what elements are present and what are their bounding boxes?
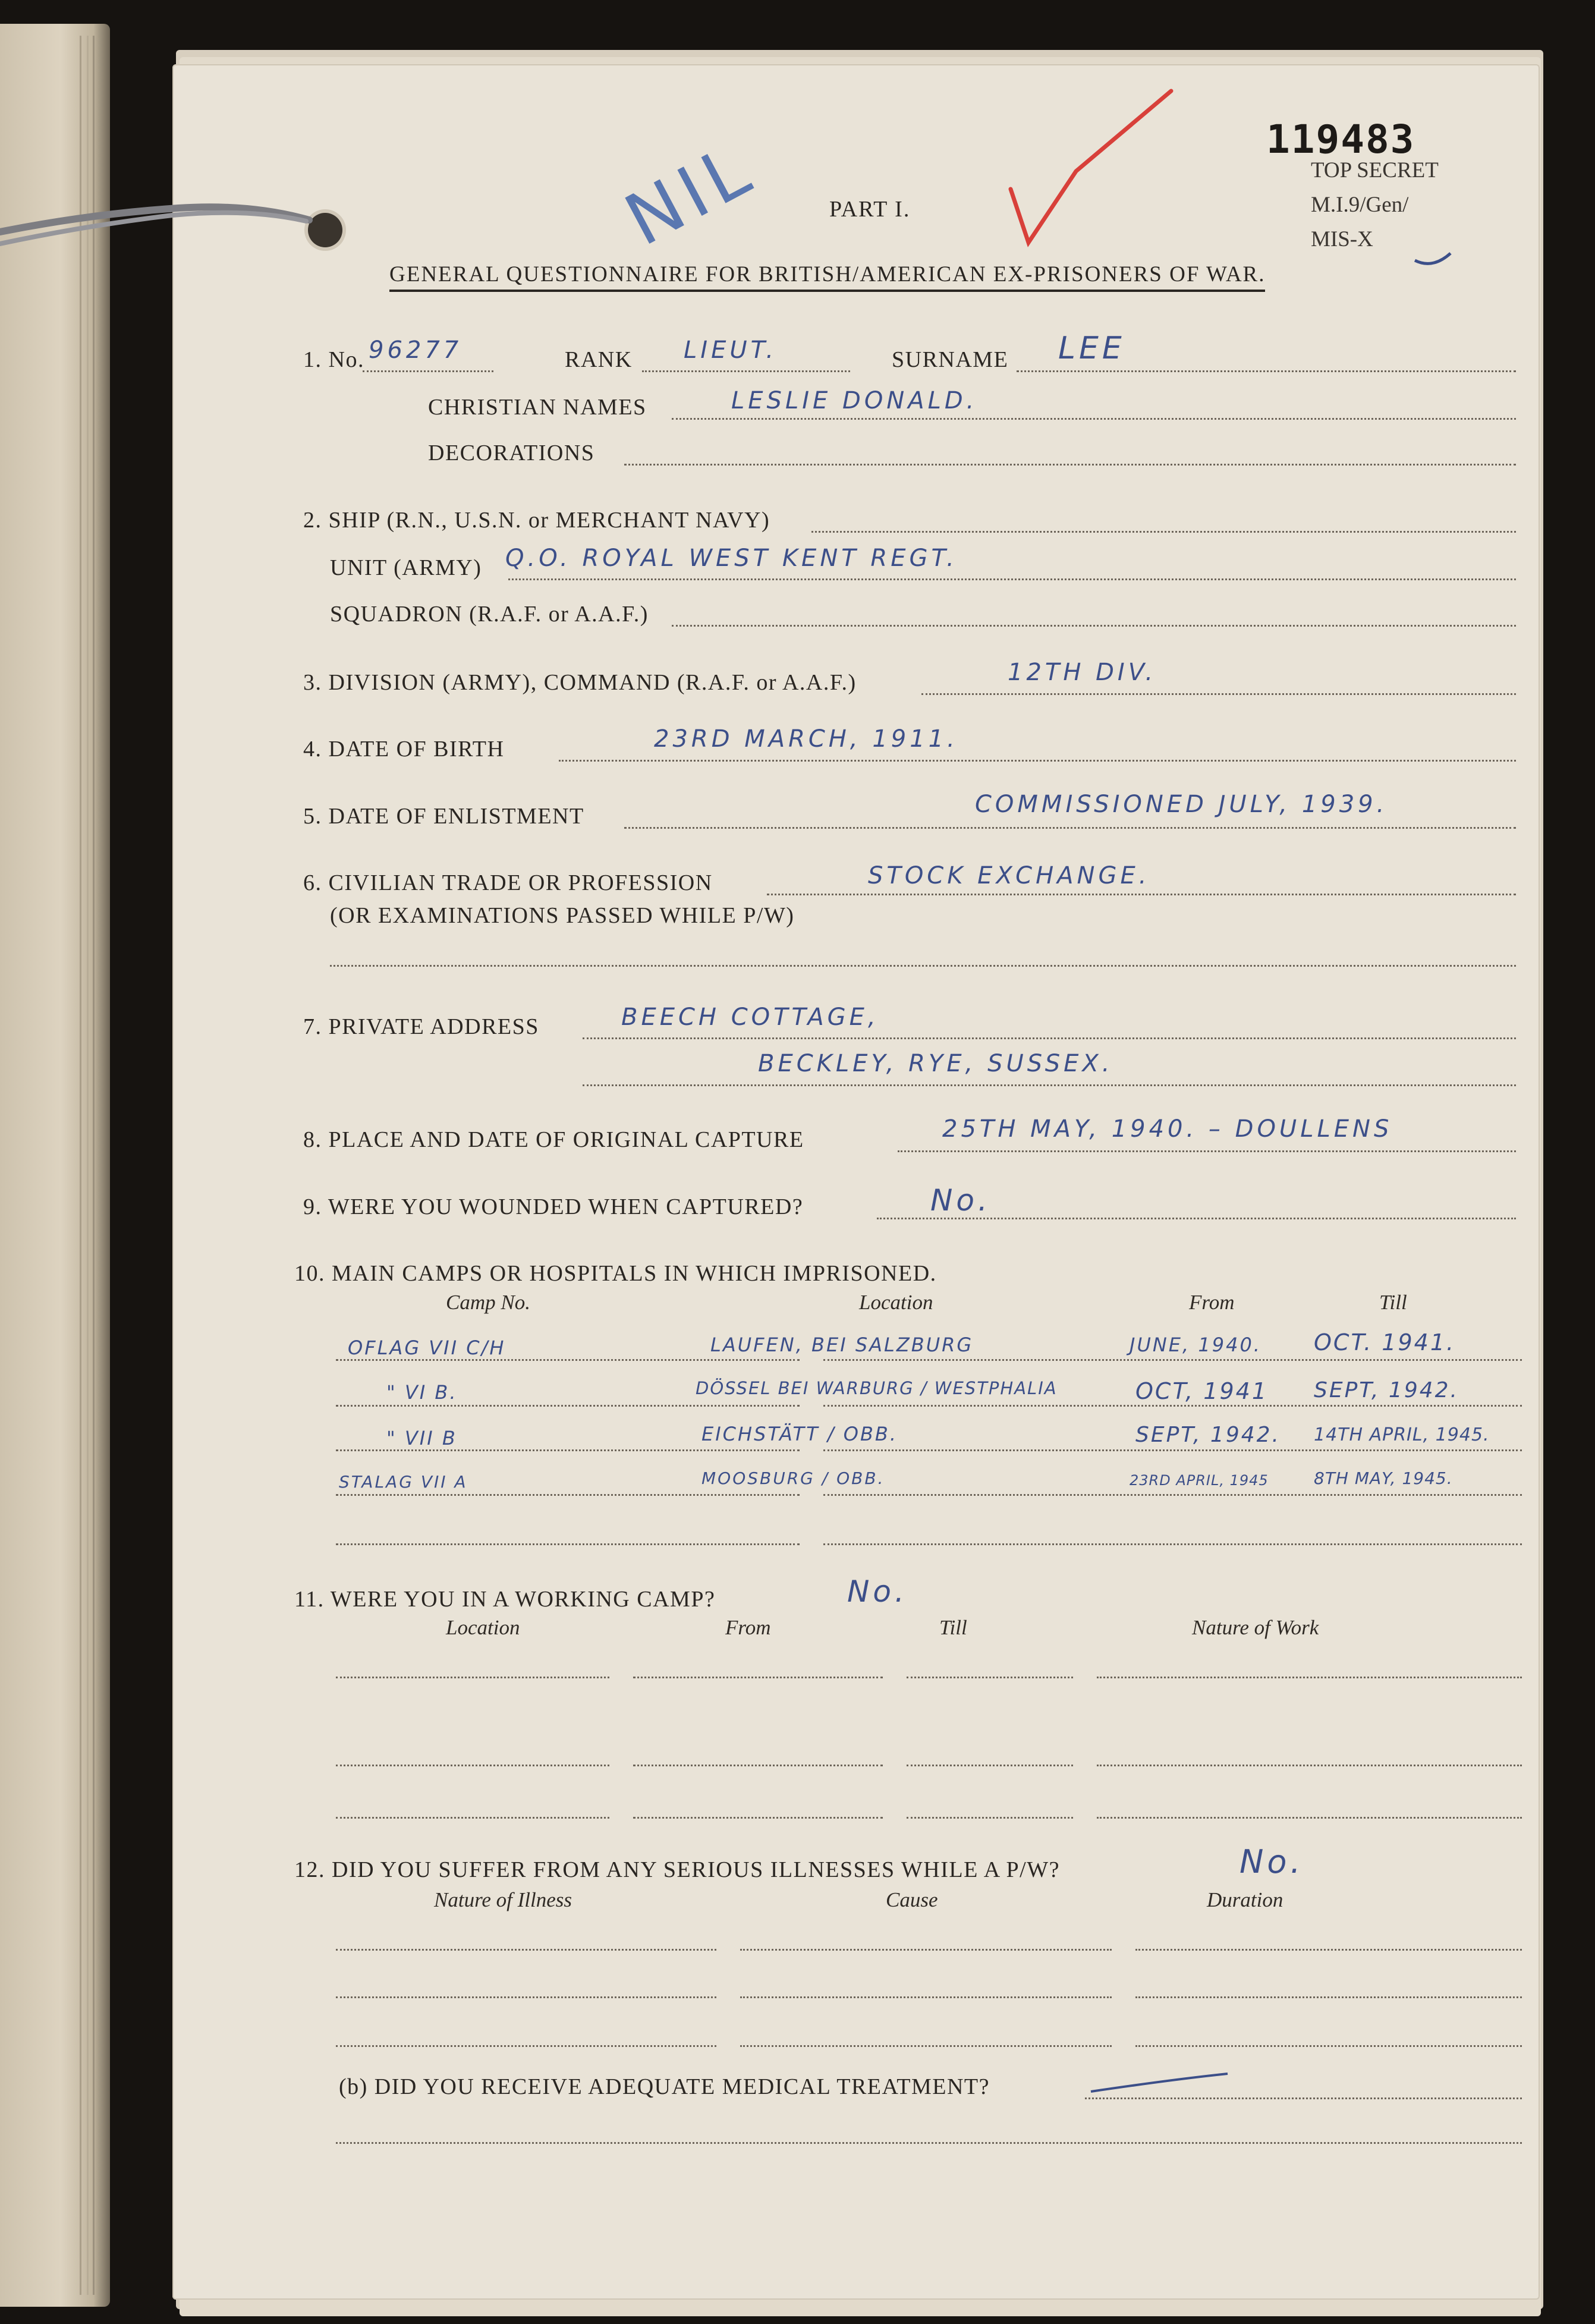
camp-location: MOOSBURG / OBB. (701, 1468, 885, 1488)
dotted-line (1097, 1765, 1522, 1766)
q1-no-label: 1. No. (303, 347, 364, 372)
part-title: PART I. (829, 197, 911, 222)
classification: TOP SECRET (1311, 158, 1439, 183)
dotted-line (823, 1494, 1522, 1496)
dotted-line (336, 1405, 800, 1407)
q5-label: 5. DATE OF ENLISTMENT (303, 804, 584, 829)
capture-value: 25TH MAY, 1940. – DOULLENS (942, 1115, 1393, 1143)
dotted-line (740, 1996, 1112, 1998)
col-duration: Duration (1207, 1888, 1283, 1911)
q4-label: 4. DATE OF BIRTH (303, 737, 505, 762)
dotted-line (907, 1765, 1073, 1766)
col-from: From (1189, 1291, 1235, 1314)
dotted-line (336, 1996, 716, 1998)
rank-value: LIEUT. (684, 337, 778, 364)
col-till: Till (939, 1616, 967, 1639)
address-line-2: BECKLEY, RYE, SUSSEX. (758, 1050, 1113, 1077)
division-value: 12TH DIV. (1008, 659, 1157, 686)
col-camp-no: Camp No. (446, 1291, 530, 1314)
dotted-line (336, 1359, 800, 1361)
q8-label: 8. PLACE AND DATE OF ORIGINAL CAPTURE (303, 1127, 804, 1152)
date-of-birth: 23RD MARCH, 1911. (654, 725, 958, 753)
dotted-line (1085, 2097, 1522, 2099)
dotted-line (583, 1084, 1516, 1086)
dash-mark-icon (1091, 2074, 1228, 2092)
dotted-line (583, 1037, 1516, 1039)
camp-till: 8TH MAY, 1945. (1314, 1468, 1453, 1488)
camp-till: 14TH APRIL, 1945. (1314, 1424, 1490, 1445)
q2-ship-label: 2. SHIP (R.N., U.S.N. or MERCHANT NAVY) (303, 508, 770, 533)
col-nature-of-illness: Nature of Illness (434, 1888, 572, 1911)
christian-names-value: LESLIE DONALD. (731, 387, 978, 414)
q12b-label: (b) DID YOU RECEIVE ADEQUATE MEDICAL TREATMENT? (339, 2074, 990, 2099)
dotted-line (633, 1765, 883, 1766)
camp-location: DÖSSEL BEI WARBURG / WESTPHALIA (696, 1378, 1058, 1398)
surname-value: LEE (1058, 331, 1125, 366)
unit-value: Q.O. ROYAL WEST KENT REGT. (505, 545, 958, 572)
camp-no: " VII B (386, 1427, 457, 1449)
page-title: GENERAL QUESTIONNAIRE FOR BRITISH/AMERICAN EX-PRISONERS OF WAR. (389, 262, 1265, 292)
col-location: Location (859, 1291, 933, 1314)
camp-no: " VI B. (386, 1381, 458, 1404)
dotted-line (1135, 1996, 1522, 1998)
camp-from: OCT, 1941 (1135, 1378, 1269, 1404)
col-from: From (725, 1616, 771, 1639)
decorations-label: DECORATIONS (428, 441, 595, 466)
address-line-1: BEECH COTTAGE, (621, 1004, 879, 1031)
q11-label: 11. WERE YOU IN A WORKING CAMP? (294, 1587, 716, 1612)
q9-label: 9. WERE YOU WOUNDED WHEN CAPTURED? (303, 1194, 804, 1219)
dotted-line (1135, 1949, 1522, 1951)
civilian-trade: STOCK EXCHANGE. (868, 862, 1150, 889)
dotted-line (907, 1817, 1073, 1819)
q3-label: 3. DIVISION (ARMY), COMMAND (R.A.F. or A.A.F.) (303, 670, 857, 695)
dotted-line (336, 2045, 716, 2047)
col-cause: Cause (886, 1888, 938, 1911)
unit-label: UNIT (ARMY) (330, 555, 482, 580)
questionnaire-page (172, 64, 1540, 2300)
dotted-line (336, 1949, 716, 1951)
classification-block (1311, 153, 1439, 257)
date-of-enlistment: COMMISSIONED JULY, 1939. (975, 791, 1388, 818)
camp-location: EICHSTÄTT / OBB. (701, 1423, 898, 1445)
dotted-line (642, 370, 850, 372)
q12-label: 12. DID YOU SUFFER FROM ANY SERIOUS ILLNESSES WHILE A P/W? (294, 1857, 1060, 1882)
dotted-line (559, 760, 1516, 762)
working-camp-value: No. (847, 1574, 908, 1609)
camp-till: SEPT, 1942. (1314, 1378, 1459, 1402)
adjacent-page-stack (0, 24, 110, 2307)
document-number: 119483 (1266, 117, 1415, 162)
camp-from: 23RD APRIL, 1945 (1130, 1472, 1269, 1489)
dotted-line (336, 1494, 800, 1496)
reference: M.I.9/Gen/ (1311, 193, 1409, 217)
dotted-line (823, 1359, 1522, 1361)
dotted-line (624, 464, 1516, 466)
dotted-line (508, 578, 1516, 580)
q10-label: 10. MAIN CAMPS OR HOSPITALS IN WHICH IMPRISONED. (294, 1261, 937, 1286)
dotted-line (633, 1817, 883, 1819)
nil-annotation: NIL (612, 127, 768, 262)
dotted-line (921, 693, 1516, 695)
dotted-line (336, 1677, 609, 1678)
col-till: Till (1379, 1291, 1407, 1314)
red-check-icon (1011, 91, 1171, 243)
dotted-line (823, 1405, 1522, 1407)
tag-string (0, 149, 345, 268)
dotted-line (877, 1218, 1516, 1219)
dotted-line (672, 418, 1516, 420)
dotted-line (811, 531, 1516, 533)
camp-from: JUNE, 1940. (1130, 1334, 1261, 1356)
dotted-line (633, 1677, 883, 1678)
q6-label: 6. CIVILIAN TRADE OR PROFESSION (303, 870, 713, 895)
dotted-line (898, 1150, 1516, 1152)
dotted-line (330, 965, 1516, 967)
dotted-line (740, 2045, 1112, 2047)
dotted-line (1097, 1677, 1522, 1678)
dotted-line (767, 894, 1516, 895)
dotted-line (336, 1817, 609, 1819)
dotted-line (624, 827, 1516, 829)
illness-value: No. (1239, 1843, 1304, 1880)
wounded-value: No. (930, 1183, 991, 1218)
dotted-line (907, 1677, 1073, 1678)
col-location: Location (446, 1616, 520, 1639)
camp-no: STALAG VII A (339, 1472, 468, 1492)
camp-location: LAUFEN, BEI SALZBURG (710, 1334, 974, 1356)
dotted-line (672, 625, 1516, 627)
dotted-line (823, 1543, 1522, 1545)
dotted-line (363, 370, 493, 372)
dotted-line (336, 1543, 800, 1545)
dotted-line (1097, 1817, 1522, 1819)
dotted-line (823, 1449, 1522, 1451)
reference-2: MIS-X (1311, 227, 1373, 251)
christian-names-label: CHRISTIAN NAMES (428, 395, 647, 420)
col-nature-of-work: Nature of Work (1192, 1616, 1319, 1639)
dotted-line (336, 2142, 1522, 2144)
camp-till: OCT. 1941. (1314, 1329, 1456, 1356)
squadron-label: SQUADRON (R.A.F. or A.A.F.) (330, 602, 649, 627)
dotted-line (336, 1765, 609, 1766)
q6-label-2: (OR EXAMINATIONS PASSED WHILE P/W) (330, 903, 795, 928)
surname-label: SURNAME (892, 347, 1009, 372)
camp-from: SEPT, 1942. (1135, 1423, 1281, 1447)
service-number: 96277 (369, 337, 463, 364)
dotted-line (1017, 370, 1516, 372)
q7-label: 7. PRIVATE ADDRESS (303, 1014, 539, 1039)
dotted-line (336, 1449, 800, 1451)
dotted-line (740, 1949, 1112, 1951)
camp-no: OFLAG VII C/H (348, 1336, 506, 1359)
rank-label: RANK (565, 347, 633, 372)
dotted-line (1135, 2045, 1522, 2047)
